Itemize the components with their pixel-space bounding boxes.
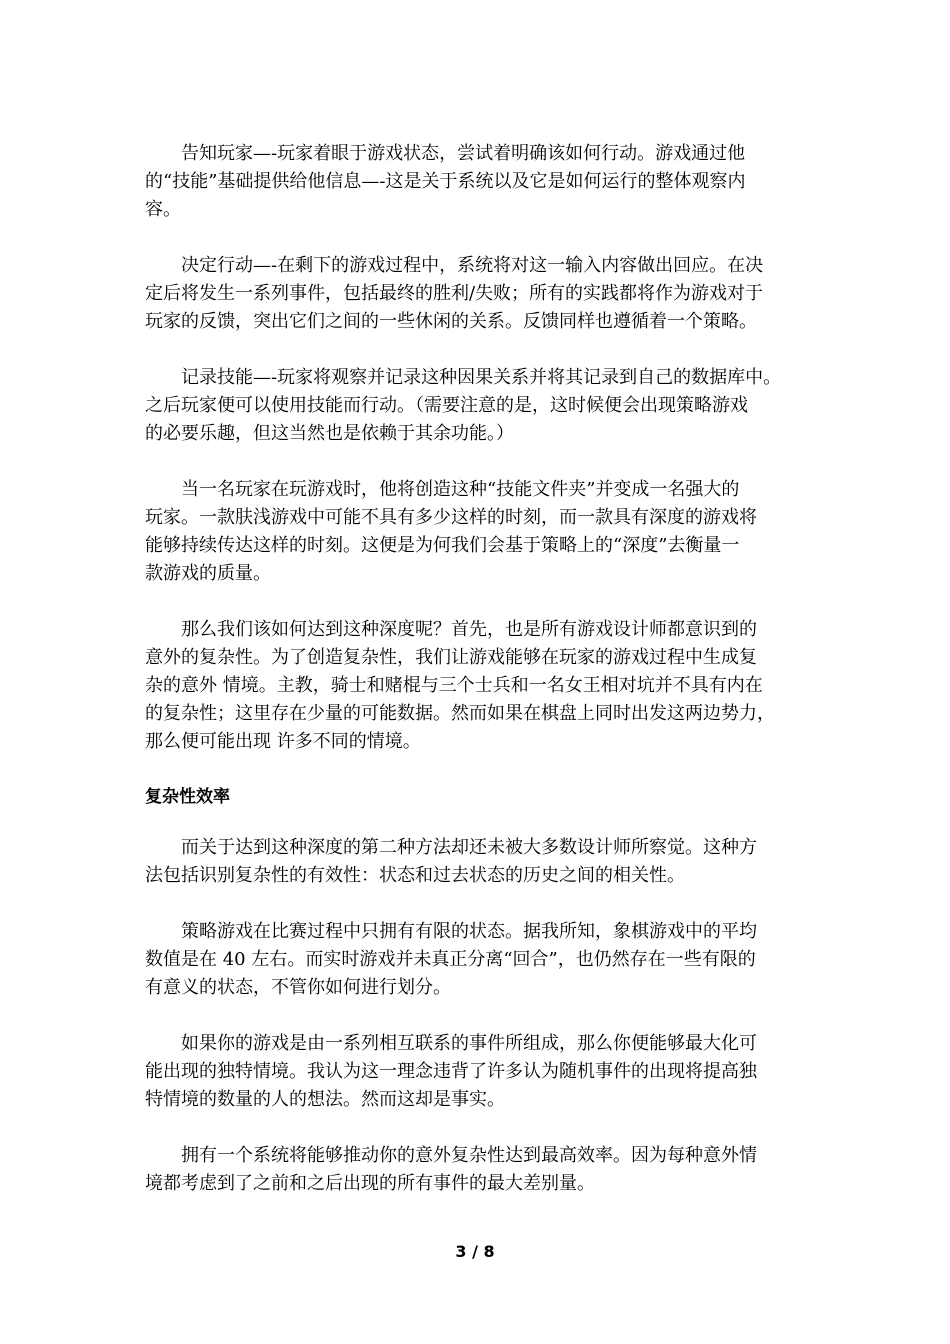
paragraph	[145, 918, 817, 1002]
paragraph-line: 当一名玩家在玩游戏时，他将创造这种“技能文件夹”并变成一名强大的	[181, 479, 740, 500]
paragraph-line: 告知玩家—-玩家着眼于游戏状态，尝试着明确该如何行动。游戏通过他	[181, 143, 746, 164]
paragraph-line: 境都考虑到了之前和之后出现的所有事件的最大差别量。	[145, 1173, 595, 1194]
paragraph-line: 如果你的游戏是由一系列相互联系的事件所组成，那么你便能够最大化可	[181, 1033, 757, 1054]
bottom-paragraphs	[145, 834, 817, 1198]
paragraph-line: 特情境的数量的人的想法。然而这却是事实。	[145, 1089, 505, 1110]
paragraph-line: 意外的复杂性。为了创造复杂性，我们让游戏能够在玩家的游戏过程中生成复	[145, 647, 757, 668]
paragraph-line: 能出现的独特情境。我认为这一理念违背了许多认为随机事件的出现将提高独	[145, 1061, 757, 1082]
paragraph-line: 那么我们该如何达到这种深度呢？首先，也是所有游戏设计师都意识到的	[181, 619, 757, 640]
paragraph-line: 定后将发生一系列事件，包括最终的胜利/失败；所有的实践都将作为游戏对于	[145, 283, 764, 304]
paragraph-line: 有意义的状态，不管你如何进行划分。	[145, 977, 451, 998]
paragraph	[145, 252, 817, 336]
paragraph-line: 记录技能—-玩家将观察并记录这种因果关系并将其记录到自己的数据库中。	[181, 367, 782, 388]
paragraph-line: 拥有一个系统将能够推动你的意外复杂性达到最高效率。因为每种意外情	[181, 1145, 757, 1166]
paragraph-line: 款游戏的质量。	[145, 563, 271, 584]
paragraph	[145, 476, 817, 588]
paragraph	[145, 140, 817, 224]
paragraph-line: 能够持续传达这样的时刻。这便是为何我们会基于策略上的“深度”去衡量一	[145, 535, 740, 556]
paragraph-line: 法包括识别复杂性的有效性：状态和过去状态的历史之间的相关性。	[145, 865, 685, 886]
paragraph-line: 的复杂性；这里存在少量的可能数据。然而如果在棋盘上同时出发这两边势力，	[145, 703, 775, 724]
paragraph-line: 数值是在 40 左右。而实时游戏并未真正分离“回合”，也仍然存在一些有限的	[145, 949, 756, 970]
paragraph-line: 杂的意外 情境。主教，骑士和赌棍与三个士兵和一名女王相对坑并不具有内在	[145, 675, 763, 696]
page-body	[145, 140, 817, 1226]
paragraph-line: 那么便可能出现 许多不同的情境。	[145, 731, 421, 752]
paragraph-line: 的必要乐趣，但这当然也是依赖于其余功能。）	[145, 423, 514, 444]
paragraph	[145, 1030, 817, 1114]
paragraph	[145, 1142, 817, 1198]
page-number: 3 / 8	[455, 1242, 495, 1261]
top-paragraphs	[145, 140, 817, 756]
paragraph-line: 玩家。一款肤浅游戏中可能不具有多少这样的时刻，而一款具有深度的游戏将	[145, 507, 757, 528]
paragraph	[145, 616, 817, 756]
paragraph	[145, 364, 817, 448]
section-heading: 复杂性效率	[145, 787, 230, 807]
paragraph-line: 决定行动—-在剩下的游戏过程中，系统将对这一输入内容做出回应。在决	[181, 255, 764, 276]
paragraph-line: 而关于达到这种深度的第二种方法却还未被大多数设计师所察觉。这种方	[181, 837, 757, 858]
paragraph-line: 之后玩家便可以使用技能而行动。（需要注意的是，这时候便会出现策略游戏	[145, 395, 748, 416]
paragraph	[145, 834, 817, 890]
paragraph-line: 容。	[145, 199, 181, 220]
paragraph-line: 策略游戏在比赛过程中只拥有有限的状态。据我所知，象棋游戏中的平均	[181, 921, 757, 942]
paragraph-line: 玩家的反馈，突出它们之间的一些休闲的关系。反馈同样也遵循着一个策略。	[145, 311, 757, 332]
paragraph-line: 的“技能”基础提供给他信息—-这是关于系统以及它是如何运行的整体观察内	[145, 171, 746, 192]
